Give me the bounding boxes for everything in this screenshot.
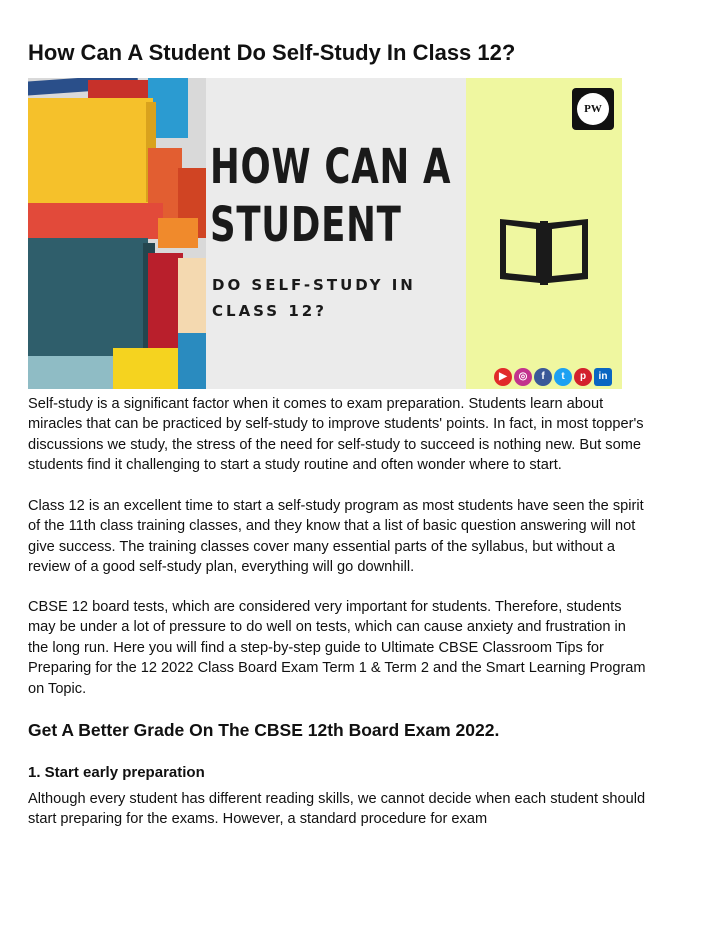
section-heading: Get A Better Grade On The CBSE 12th Board Exam 2022. — [28, 720, 500, 740]
hero-headline: HOW CAN A STUDENT — [210, 139, 452, 253]
subsection-heading: 1. Start early preparation — [28, 764, 205, 781]
instagram-icon: ◎ — [514, 368, 532, 386]
paragraph-intro: Self-study is a significant factor when it comes to exam preparation. Students learn about miracles that can be practiced by self-study to improve students' points. In fact, in most topper's discussions we study, the stress of the need for self-study to succeed is nothing new. But some students find it challenging to start a study routine and often wonder where to start. — [28, 396, 644, 474]
pw-logo: PW — [572, 88, 614, 130]
paragraph-class12: Class 12 is an excellent time to start a self-study program as most students have seen the spirit of the 11th class training classes, and they know that a list of basic question answering will not give success. The training classes cover many essential parts of the syllabus, but without a review of a good self-study plan, everything will go downhill. — [28, 498, 644, 576]
pinterest-icon: p — [574, 368, 592, 386]
hero-image — [28, 78, 622, 389]
books-illustration — [28, 78, 206, 389]
facebook-icon: f — [534, 368, 552, 386]
hero-subheadline: DO SELF-STUDY IN CLASS 12? — [212, 276, 416, 320]
article-title: How Can A Student Do Self-Study In Class 12? — [28, 40, 516, 65]
youtube-icon: ▶ — [494, 368, 512, 386]
paragraph-early-prep: Although every student has different reading skills, we cannot decide when each student should start preparing for the exams. However, a standard procedure for exam — [28, 791, 646, 828]
linkedin-icon: in — [594, 368, 612, 386]
social-icons — [494, 368, 612, 386]
open-book-icon — [496, 213, 592, 287]
twitter-icon: t — [554, 368, 572, 386]
paragraph-cbse: CBSE 12 board tests, which are considered very important for students. Therefore, students may be under a lot of pressure to do well on tests, which can cause anxiety and frustration in the long run. Here you will find a step-by-step guide to Ultimate CBSE Classroom Tips for Preparing for the 12 2022 Class Board Exam Term 1 & Term 2 and the Smart Learning Program on Topic. — [28, 599, 646, 697]
